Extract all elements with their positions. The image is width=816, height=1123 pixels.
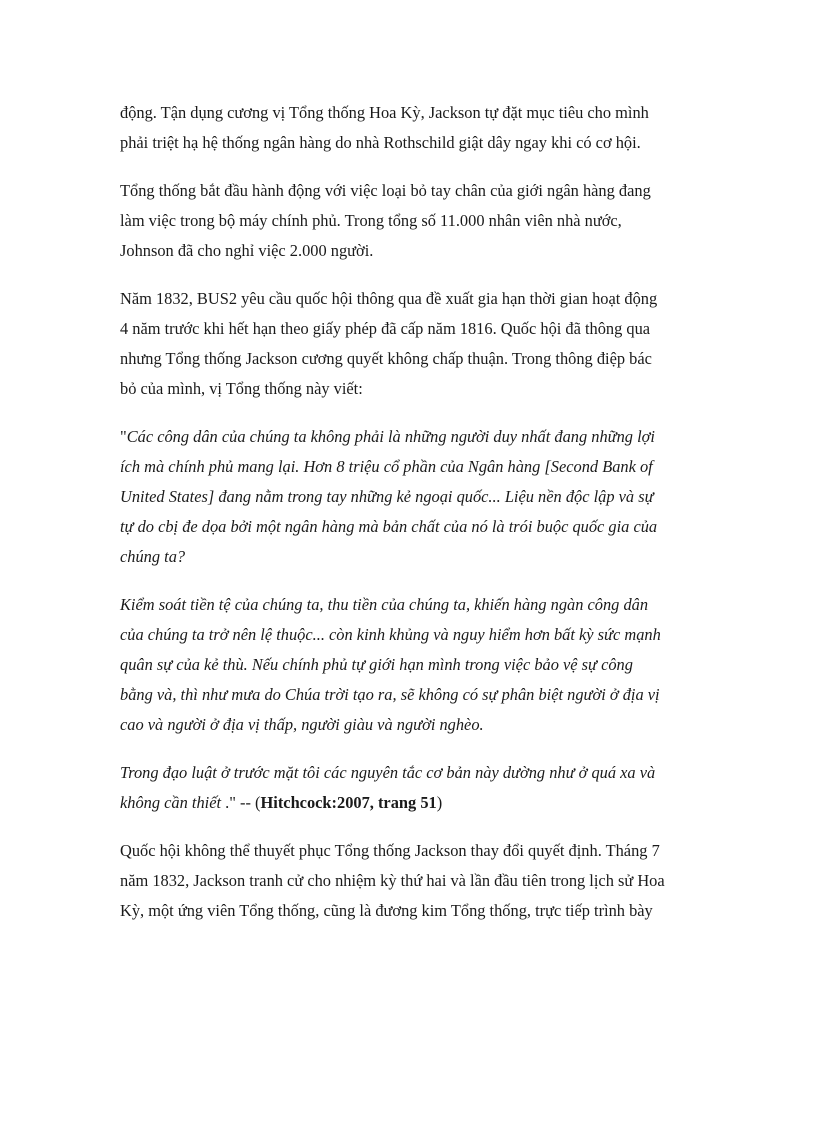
- text-line: Johnson đã cho nghỉ việc 2.000 người.: [120, 241, 374, 260]
- text-line: Tổng thống bắt đầu hành động với việc loại bỏ tay chân của giới ngân hàng đang: [120, 181, 651, 200]
- quote-text: không cần thiết: [120, 793, 222, 812]
- quote-text: Các công dân của chúng ta không phải là những người duy nhất đang những lợi: [126, 427, 655, 446]
- text-line: năm 1832, Jackson tranh cử cho nhiệm kỳ thứ hai và lần đầu tiên trong lịch sử Hoa: [120, 871, 665, 890]
- text-line: Trong đạo luật ở trước mặt tôi các nguyên tắc cơ bản này dường như ở quá xa và: [120, 763, 656, 782]
- paragraph-3: [120, 284, 698, 404]
- quote-paragraph-2: [120, 590, 698, 740]
- text-line: Quốc hội không thể thuyết phục Tổng thống Jackson thay đổi quyết định. Tháng 7: [120, 841, 660, 860]
- text-line: của chúng ta trở nên lệ thuộc... còn kinh khủng và nguy hiểm hơn bất kỳ sức mạnh: [120, 625, 661, 644]
- text-line: [120, 788, 698, 818]
- text-line: Kỳ, một ứng viên Tổng thống, cũng là đương kim Tổng thống, trực tiếp trình bày: [120, 901, 653, 920]
- text-line: động. Tận dụng cương vị Tổng thống Hoa Kỳ, Jackson tự đặt mục tiêu cho mình: [120, 103, 649, 122]
- text-line: quân sự của kẻ thù. Nếu chính phủ tự giới hạn mình trong việc bảo vệ sự công: [120, 655, 633, 674]
- text-line: cao và người ở địa vị thấp, người giàu và người nghèo.: [120, 715, 484, 734]
- text-line: 4 năm trước khi hết hạn theo giấy phép đã cấp năm 1816. Quốc hội đã thông qua: [120, 319, 651, 338]
- document-body: [120, 98, 698, 944]
- text-line: nhưng Tổng thống Jackson cương quyết không chấp thuận. Trong thông điệp bác: [120, 349, 652, 368]
- quote-paragraph-closing: [120, 758, 698, 818]
- text-line: phải triệt hạ hệ thống ngân hàng do nhà Rothschild giật dây ngay khi có cơ hội.: [120, 133, 641, 152]
- citation-close: ): [436, 793, 443, 812]
- citation: Hitchcock:2007, trang 51: [260, 793, 437, 812]
- text-line: chúng ta?: [120, 547, 186, 566]
- text-line: bỏ của mình, vị Tổng thống này viết:: [120, 379, 363, 398]
- text-line: Năm 1832, BUS2 yêu cầu quốc hội thông qua đề xuất gia hạn thời gian hoạt động: [120, 289, 658, 308]
- text-line: [120, 422, 698, 452]
- text-line: United States] đang nằm trong tay những kẻ ngoại quốc... Liệu nền độc lập và sự: [120, 487, 654, 506]
- quote-end-mark: ." -- (: [221, 793, 261, 812]
- text-line: Kiểm soát tiền tệ của chúng ta, thu tiền của chúng ta, khiến hàng ngàn công dân: [120, 595, 649, 614]
- paragraph-2: [120, 176, 698, 266]
- paragraph-4: [120, 836, 698, 926]
- text-line: tự do cbị đe dọa bởi một ngân hàng mà bản chất của nó là trói buộc quốc gia của: [120, 517, 658, 536]
- open-quote-mark: ": [120, 427, 127, 446]
- text-line: ích mà chính phủ mang lại. Hơn 8 triệu cổ phần của Ngân hàng [Second Bank of: [120, 457, 653, 476]
- quote-paragraph-1: [120, 422, 698, 572]
- paragraph-1: [120, 98, 698, 158]
- text-line: làm việc trong bộ máy chính phủ. Trong tổng số 11.000 nhân viên nhà nước,: [120, 211, 622, 230]
- text-line: bằng và, thì như mưa do Chúa trời tạo ra, sẽ không có sự phân biệt người ở địa vị: [120, 685, 660, 704]
